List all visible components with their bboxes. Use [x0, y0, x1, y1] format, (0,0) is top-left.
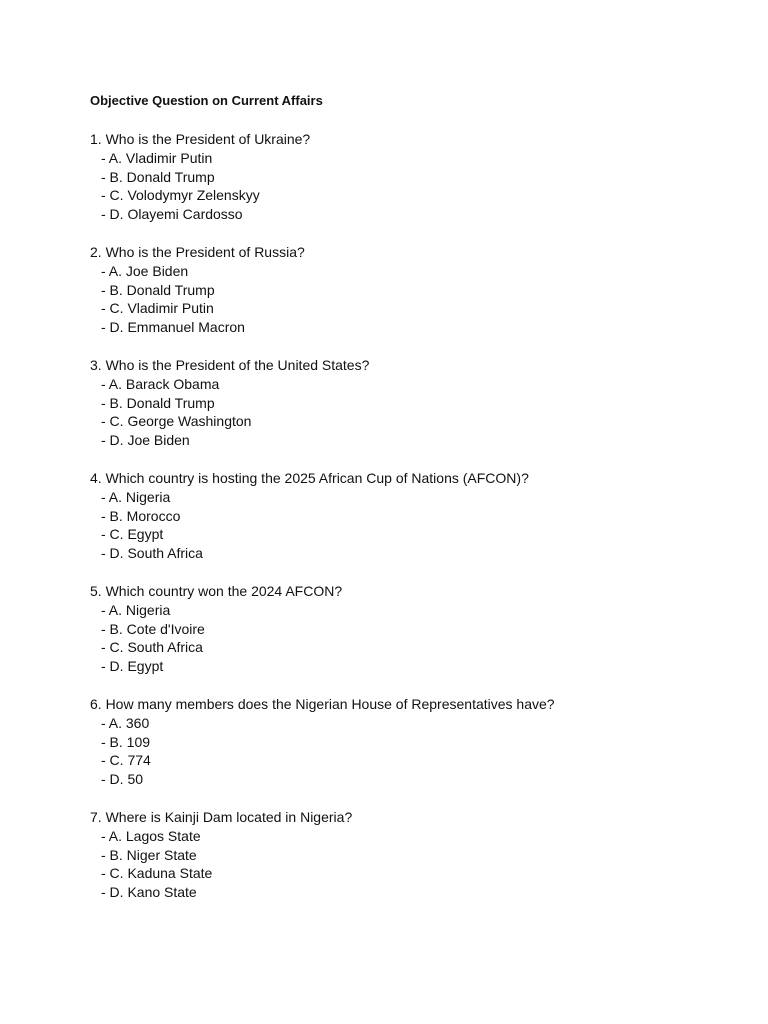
question-block [90, 808, 730, 902]
question-text: 3. Who is the President of the United States? [90, 356, 370, 373]
question-block [90, 130, 730, 224]
answer-option: - A. Nigeria [101, 488, 171, 505]
answer-option: - C. Kaduna State [101, 865, 213, 882]
answer-option: - C. 774 [101, 752, 151, 769]
question-text: 6. How many members does the Nigerian House of Representatives have? [90, 695, 555, 712]
question-block [90, 469, 730, 563]
answer-option: - A. Lagos State [101, 827, 201, 844]
answer-option: - D. South Africa [101, 545, 203, 562]
document-page [90, 92, 730, 921]
answer-option: - A. Barack Obama [101, 375, 220, 392]
question-text: 2. Who is the President of Russia? [90, 243, 305, 260]
question-block [90, 356, 730, 450]
question-block [90, 243, 730, 337]
answer-option: - C. Volodymyr Zelenskyy [101, 187, 260, 204]
question-text: 7. Where is Kainji Dam located in Nigeria? [90, 808, 353, 825]
answer-option: - C. Vladimir Putin [101, 300, 214, 317]
question-block [90, 582, 730, 676]
answer-option: - D. Egypt [101, 658, 164, 675]
answer-option: - D. Joe Biden [101, 432, 190, 449]
question-text: 5. Which country won the 2024 AFCON? [90, 582, 343, 599]
answer-option: - D. 50 [101, 771, 144, 788]
answer-option: - D. Emmanuel Macron [101, 319, 245, 336]
question-block [90, 695, 730, 789]
question-list [90, 130, 730, 902]
question-text: 1. Who is the President of Ukraine? [90, 131, 311, 147]
answer-option: - A. Vladimir Putin [101, 149, 213, 166]
answer-option: - B. Donald Trump [101, 394, 215, 411]
answer-option: - D. Kano State [101, 884, 197, 901]
document-title: Objective Question on Current Affairs [90, 93, 323, 108]
question-text: 4. Which country is hosting the 2025 African Cup of Nations (AFCON)? [90, 469, 529, 486]
answer-option: - B. Niger State [101, 846, 197, 863]
answer-option: - A. Nigeria [101, 601, 171, 618]
answer-option: - A. Joe Biden [101, 262, 189, 279]
answer-option: - B. 109 [101, 733, 151, 750]
answer-option: - C. South Africa [101, 639, 203, 656]
answer-option: - A. 360 [101, 714, 150, 731]
answer-option: - B. Cote d'Ivoire [101, 620, 205, 637]
answer-option: - B. Morocco [101, 507, 181, 524]
answer-option: - B. Donald Trump [101, 168, 215, 185]
answer-option: - C. George Washington [101, 413, 252, 430]
answer-option: - B. Donald Trump [101, 281, 215, 298]
answer-option: - D. Olayemi Cardosso [101, 206, 243, 223]
answer-option: - C. Egypt [101, 526, 164, 543]
